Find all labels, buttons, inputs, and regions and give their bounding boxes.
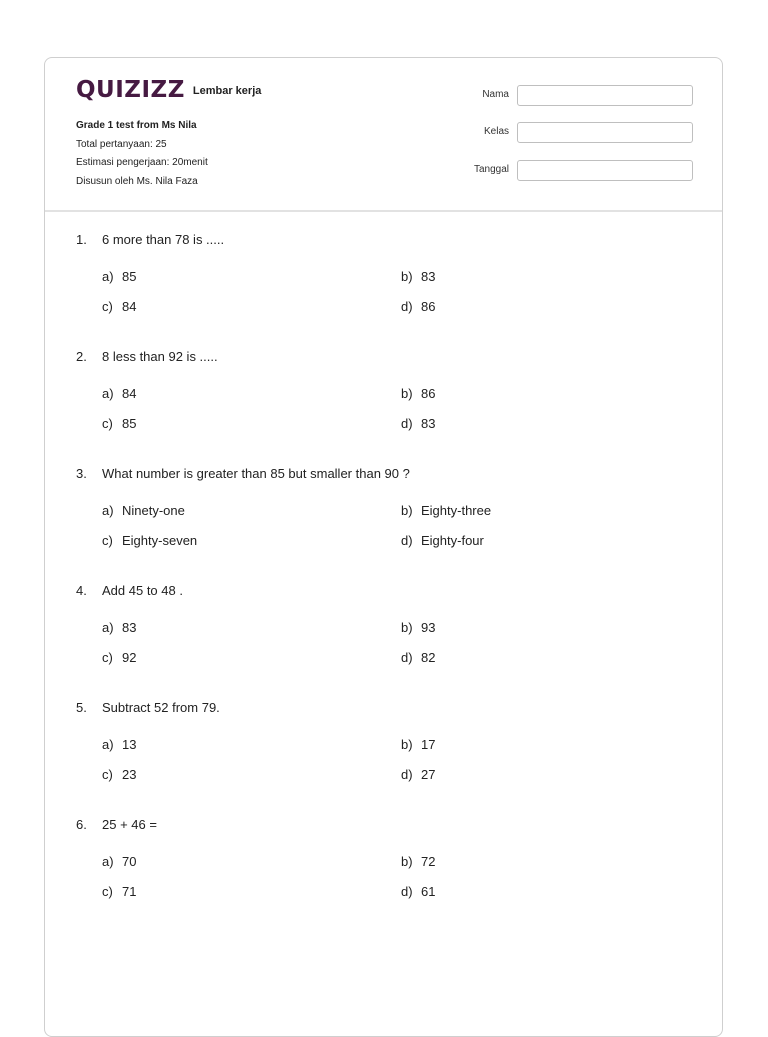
option-letter: d) [401,416,413,431]
answer-option[interactable] [102,854,136,869]
option-letter: c) [102,884,113,899]
option-letter: d) [401,650,413,665]
time-estimate: Estimasi pengerjaan: 20menit [76,157,208,168]
date-label: Tanggal [473,164,509,175]
option-text: 84 [122,299,137,314]
answer-option[interactable] [401,650,435,665]
option-letter: b) [401,620,413,635]
option-text: 83 [421,269,436,284]
option-text: 92 [122,650,137,665]
answer-option[interactable] [102,650,136,665]
option-text: 84 [122,386,137,401]
option-letter: a) [102,503,114,518]
quizizz-logo: QUIZIZZ [76,77,185,103]
doc-type-label: Lembar kerja [192,84,262,97]
option-letter: a) [102,737,114,752]
answer-option[interactable] [102,737,136,752]
question-number: 4. [76,583,87,598]
option-text: 93 [421,620,436,635]
option-letter: b) [401,854,413,869]
question-text: 25 + 46 = [102,817,157,832]
author: Disusun oleh Ms. Nila Faza [76,175,198,187]
question-text: 8 less than 92 is ..... [102,349,218,364]
worksheet-meta [76,117,208,191]
option-text: Eighty-three [421,503,492,518]
option-text: 70 [122,854,137,869]
question-number: 6. [76,817,87,832]
option-letter: d) [401,299,413,314]
option-text: 85 [122,269,137,284]
answer-option[interactable] [102,884,136,899]
option-text: 27 [421,767,436,782]
answer-option[interactable] [102,533,197,548]
answer-option[interactable] [102,386,136,401]
name-field[interactable] [517,85,693,106]
class-field[interactable] [517,122,693,143]
option-letter: c) [102,416,113,431]
question-text: What number is greater than 85 but smaller than 90 ? [102,466,410,481]
worksheet-header [45,58,722,212]
option-text: 23 [122,767,137,782]
option-text: 71 [122,884,137,899]
option-text: 17 [421,737,436,752]
option-letter: a) [102,269,114,284]
answer-option[interactable] [102,299,136,314]
option-text: 85 [122,416,137,431]
option-letter: d) [401,767,413,782]
question-number: 1. [76,232,87,247]
answer-option[interactable] [102,503,185,518]
total-questions: Total pertanyaan: 25 [76,138,167,150]
option-text: 61 [421,884,436,899]
answer-option[interactable] [401,620,435,635]
option-text: 86 [421,386,436,401]
option-letter: c) [102,299,113,314]
answer-option[interactable] [401,299,435,314]
option-text: 82 [421,650,436,665]
option-text: 83 [421,416,436,431]
option-letter: a) [102,620,114,635]
option-letter: a) [102,386,114,401]
option-text: 86 [421,299,436,314]
question-number: 3. [76,466,87,481]
date-field[interactable] [517,160,693,181]
answer-option[interactable] [102,620,136,635]
option-text: 13 [122,737,137,752]
answer-option[interactable] [401,737,435,752]
option-text: Eighty-seven [122,533,198,548]
question-text: Add 45 to 48 . [102,583,183,598]
option-letter: c) [102,533,113,548]
worksheet-sheet [44,57,723,1037]
option-letter: c) [102,650,113,665]
option-text: 72 [421,854,436,869]
answer-option[interactable] [401,269,435,284]
option-letter: c) [102,767,113,782]
option-letter: d) [401,884,413,899]
answer-option[interactable] [401,503,491,518]
option-letter: d) [401,533,413,548]
name-label: Nama [482,89,509,100]
option-letter: b) [401,503,413,518]
option-letter: b) [401,386,413,401]
option-letter: b) [401,737,413,752]
answer-option[interactable] [102,269,136,284]
question-number: 5. [76,700,87,715]
option-letter: a) [102,854,114,869]
option-letter: b) [401,269,413,284]
class-label: Kelas [483,126,509,137]
answer-option[interactable] [102,416,136,431]
option-text: Ninety-one [122,503,185,518]
answer-option[interactable] [401,884,435,899]
option-text: 83 [122,620,137,635]
answer-option[interactable] [401,533,484,548]
answer-option[interactable] [401,386,435,401]
question-text: Subtract 52 from 79. [102,700,220,715]
question-number: 2. [76,349,87,364]
option-text: Eighty-four [421,533,484,548]
answer-option[interactable] [102,767,136,782]
brand [76,79,261,102]
question-text: 6 more than 78 is ..... [102,232,225,247]
answer-option[interactable] [401,767,435,782]
answer-option[interactable] [401,416,435,431]
answer-option[interactable] [401,854,435,869]
worksheet-title: Grade 1 test from Ms Nila [76,120,197,131]
